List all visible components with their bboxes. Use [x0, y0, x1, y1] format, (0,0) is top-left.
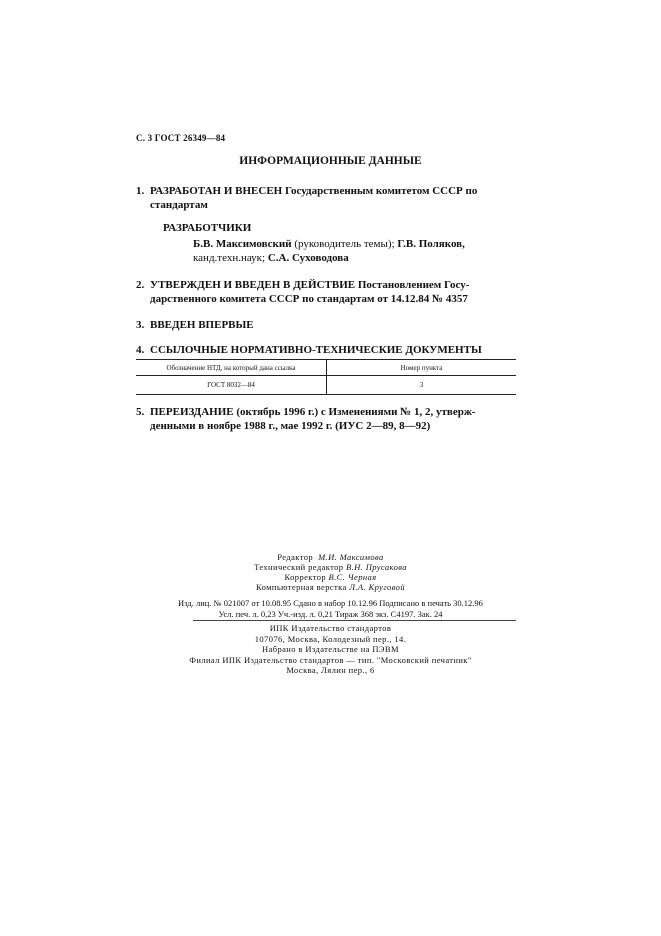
item-2 [136, 278, 516, 306]
imprint-layout-name: Л.А. Круговой [349, 582, 405, 592]
printing-line-3: Набрано в Издательстве на ПЭВМ [262, 644, 399, 654]
imprint-tech-editor [0, 562, 661, 573]
table-row [136, 376, 516, 395]
table-header-designation: Обозначение НТД, на который дана ссылка [136, 360, 327, 376]
imprint-tech-editor-label: Технический редактор [254, 562, 344, 572]
printing-line-5: Москва, Лялин пер., 6 [286, 665, 375, 675]
table-cell-clause: 3 [327, 376, 517, 395]
reference-table [136, 359, 516, 395]
imprint-editor-name: М.И. Максимова [318, 552, 384, 562]
imprint-corrector-name: В.С. Черная [328, 572, 377, 582]
item-5-line-1: ПЕРЕИЗДАНИЕ (октябрь 1996 г.) с Изменениями № 1, 2, утверж- [150, 406, 476, 418]
item-5-number: 5. [136, 406, 145, 418]
table-header-clause: Номер пункта [327, 360, 517, 376]
publication-line-1: Изд. лиц. № 021007 от 10.08.95 Сдано в набор 10.12.96 Подписано в печать 30.12.96 [178, 598, 483, 608]
publication-details [0, 598, 661, 619]
item-5-line-2: денными в ноябре 1988 г., мае 1992 г. (ИУС 2—89, 8—92) [150, 420, 431, 432]
imprint-editor [0, 552, 661, 563]
item-1 [136, 184, 516, 212]
developer-role-2: канд.техн.наук; [193, 252, 268, 264]
imprint-editor-label: Редактор [277, 552, 313, 562]
item-3-text: ВВЕДЕН ВПЕРВЫЕ [150, 319, 254, 331]
item-4 [136, 343, 516, 357]
printing-line-4: Филиал ИПК Издательство стандартов — тип. "Московский печатник" [189, 654, 472, 665]
table-header-row [136, 360, 516, 376]
item-1-line-2: стандартам [150, 199, 208, 211]
item-3-number: 3. [136, 319, 145, 331]
item-3 [136, 318, 516, 332]
publication-line-2: Усл. печ. л. 0,23 Уч.-изд. л. 0,21 Тираж 368 экз. С4197. Зак. 24 [218, 608, 443, 619]
item-2-line-1: УТВЕРЖДЕН И ВВЕДЕН В ДЕЙСТВИЕ Постановлением Госу- [150, 279, 470, 291]
developer-name-3: С.А. Суховодова [267, 252, 349, 264]
item-4-number: 4. [136, 344, 145, 356]
item-1-line-1: РАЗРАБОТАН И ВНЕСЕН Государственным комитетом СССР по [150, 185, 478, 197]
item-1-number: 1. [136, 185, 145, 197]
developers-list [193, 237, 516, 265]
item-2-line-2: дарственного комитета СССР по стандартам от 14.12.84 № 4357 [150, 293, 468, 305]
developer-name-1: Б.В. Максимовский [193, 238, 292, 250]
table-cell-designation: ГОСТ 8032—84 [136, 376, 327, 395]
item-2-number: 2. [136, 279, 145, 291]
developer-name-2: Г.В. Поляков, [397, 238, 465, 250]
imprint-layout [0, 582, 661, 593]
divider-rule [193, 620, 516, 621]
imprint-corrector [0, 572, 661, 583]
developer-role-1: (руководитель темы); [291, 238, 398, 250]
page-header: С. 3 ГОСТ 26349—84 [136, 133, 226, 143]
imprint-corrector-label: Корректор [284, 572, 327, 582]
printing-line-2: 107076, Москва, Колодезный пер., 14. [254, 633, 407, 644]
page-title: ИНФОРМАЦИОННЫЕ ДАННЫЕ [239, 155, 422, 167]
developers-heading: РАЗРАБОТЧИКИ [163, 222, 252, 234]
item-4-text: ССЫЛОЧНЫЕ НОРМАТИВНО-ТЕХНИЧЕСКИЕ ДОКУМЕНТЫ [150, 344, 482, 356]
item-5 [136, 405, 516, 433]
imprint-tech-editor-name: В.Н. Прусакова [345, 562, 407, 572]
printing-details [0, 623, 661, 676]
printing-line-1: ИПК Издательство стандартов [269, 623, 392, 633]
imprint-layout-label: Компьютерная верстка [256, 582, 347, 592]
